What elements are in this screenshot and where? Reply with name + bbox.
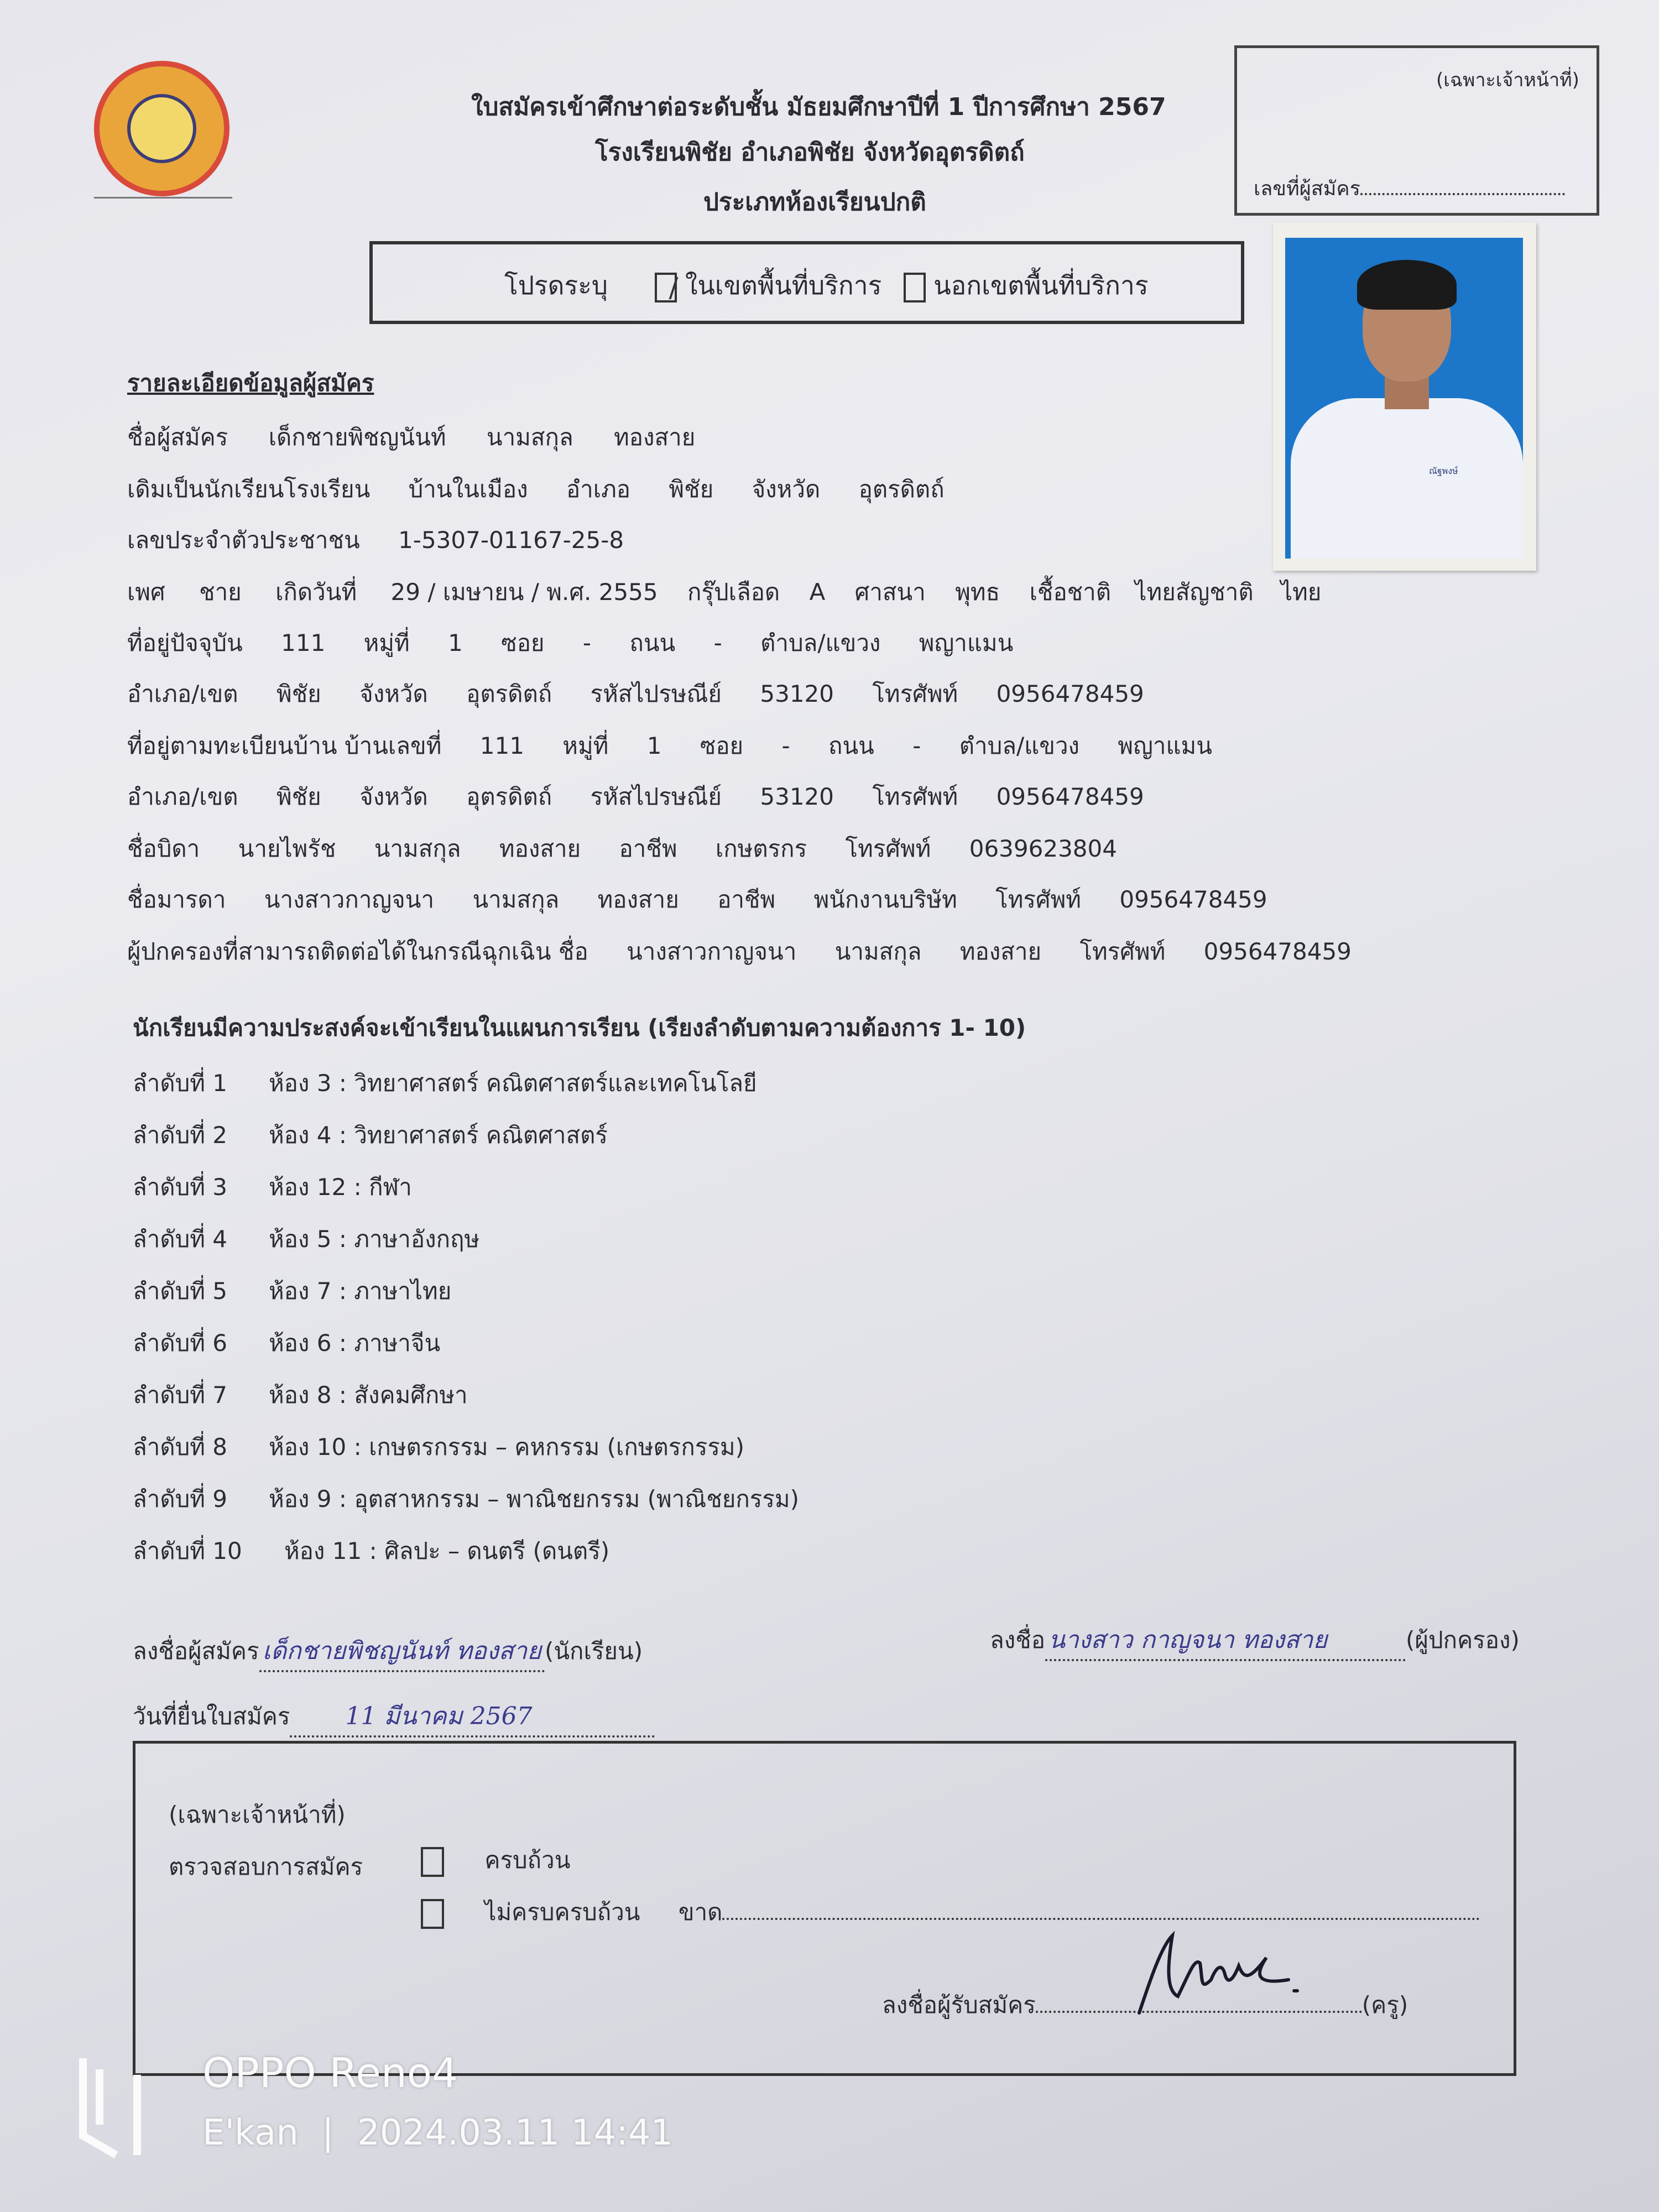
sex-label: เพศ	[127, 578, 165, 606]
missing-line	[722, 1918, 1480, 1920]
race-label: เชื้อชาติ	[1029, 578, 1112, 606]
prev-district-value: พิชัย	[669, 476, 714, 503]
father-surname: ทองสาย	[499, 835, 581, 862]
registered-address-label: ที่อยู่ตามทะเบียนบ้าน บ้านเลขที่	[127, 732, 442, 759]
plan-room: ห้อง 8 : สังคมศึกษา	[269, 1381, 468, 1408]
photo-shirt	[1291, 398, 1523, 559]
mother-phone: 0956478459	[1119, 886, 1267, 913]
plan-room: ห้อง 4 : วิทยาศาสตร์ คณิตศาสตร์	[269, 1121, 608, 1149]
incomplete-option	[421, 1894, 1480, 1931]
plan-room: ห้อง 7 : ภาษาไทย	[269, 1277, 452, 1305]
office-check-box	[133, 1741, 1516, 2076]
guardian-surname-label: นามสกุล	[834, 938, 922, 965]
sex-value: ชาย	[199, 578, 242, 606]
current-postal-label: รหัสไปรษณีย์	[590, 680, 722, 707]
nationality-value: ไทย	[1280, 578, 1322, 606]
watermark-device: OPPO Reno4	[202, 2049, 458, 2097]
registered-subdistrict-value: พญาแมน	[1118, 732, 1212, 759]
prev-province-value: อุตรดิตถ์	[858, 476, 945, 503]
current-phone-label: โทรศัพท์	[872, 680, 958, 707]
guardian-sign-label: ลงชื่อ	[990, 1626, 1045, 1653]
check-mark-icon	[657, 277, 679, 299]
current-house-value: 111	[281, 629, 326, 656]
office-use-box	[1234, 45, 1599, 216]
watermark-datetime: 2024.03.11 14:41	[357, 2112, 674, 2153]
registered-postal-label: รหัสไปรษณีย์	[590, 783, 722, 810]
applicant-no-label: เลขที่ผู้สมัคร	[1254, 173, 1565, 204]
surname-label: นามสกุล	[486, 424, 573, 451]
watermark-info-row	[202, 2112, 673, 2153]
plan-rank: ลำดับที่ 7	[133, 1381, 228, 1408]
registered-road-label: ถนน	[828, 732, 874, 759]
father-surname-label: นามสกุล	[374, 835, 461, 862]
mother-label: ชื่อมารดา	[127, 886, 226, 913]
watermark-separator: |	[322, 2112, 334, 2153]
current-road-label: ถนน	[629, 629, 676, 656]
registered-house-value: 111	[479, 732, 524, 759]
race-value: ไทย	[1135, 578, 1176, 606]
plan-rank: ลำดับที่ 8	[133, 1433, 228, 1460]
plan-row	[133, 1117, 799, 1169]
birth-label: เกิดวันที่	[275, 578, 357, 606]
prev-district-label: อำเภอ	[566, 476, 631, 503]
mother-surname: ทองสาย	[597, 886, 679, 913]
registered-moo-label: หมู่ที่	[562, 732, 609, 759]
blood-label: กรุ๊ปเลือด	[687, 578, 780, 606]
religion-label: ศาสนา	[854, 578, 926, 606]
plan-row	[133, 1429, 799, 1481]
mother-job: พนักงานบริษัท	[813, 886, 957, 913]
photo-name-tag: ณัฐพงษ์	[1429, 466, 1458, 476]
missing-label: ขาด	[678, 1898, 723, 1926]
inside-area-label: ในเขตพื้นที่บริการ	[685, 270, 882, 300]
registered-phone-value: 0956478459	[996, 783, 1144, 810]
applicant-signature-row	[133, 1631, 643, 1672]
office-check-note: (เฉพาะเจ้าหน้าที่)	[169, 1801, 346, 1828]
current-moo-value: 1	[448, 629, 463, 656]
registered-province-value: อุตรดิตถ์	[466, 783, 552, 810]
plan-row	[133, 1377, 799, 1429]
birth-value: 29 / เมษายน / พ.ศ. 2555	[390, 578, 658, 606]
receiver-label: ลงชื่อผู้รับสมัคร	[882, 1991, 1036, 2018]
id-value: 1-5307-01167-25-8	[398, 526, 624, 554]
complete-checkbox[interactable]	[421, 1847, 444, 1877]
row-guardian	[127, 933, 1352, 970]
outside-area-checkbox[interactable]	[904, 273, 926, 302]
row-father	[127, 831, 1117, 867]
blood-value: A	[809, 578, 826, 606]
father-name: นายไพรัช	[238, 835, 336, 862]
registered-postal-value: 53120	[760, 783, 834, 810]
school-name: โรงเรียนพิชัย อำเภอพิชัย จังหวัดอุตรดิตถ์	[595, 138, 1025, 166]
plan-room: ห้อง 12 : กีฬา	[269, 1173, 412, 1201]
guardian-surname: ทองสาย	[959, 938, 1042, 965]
section-title-applicant: รายละเอียดข้อมูลผู้สมัคร	[127, 369, 374, 397]
father-phone-label: โทรศัพท์	[845, 835, 931, 862]
plan-rank: ลำดับที่ 5	[133, 1277, 228, 1305]
surname-value: ทองสาย	[614, 424, 696, 451]
plan-rank: ลำดับที่ 10	[133, 1537, 242, 1564]
plan-room: ห้อง 9 : อุตสาหกรรม – พาณิชยกรรม (พาณิชยกรรม)	[269, 1485, 799, 1512]
current-address-label: ที่อยู่ปัจจุบัน	[127, 629, 243, 656]
plan-rank: ลำดับที่ 4	[133, 1225, 228, 1253]
applicant-role: (นักเรียน)	[544, 1637, 643, 1665]
plan-room: ห้อง 3 : วิทยาศาสตร์ คณิตศาสตร์และเทคโนโลยี	[269, 1070, 757, 1097]
area-choice-row	[504, 265, 1149, 306]
current-road-value: -	[713, 629, 722, 656]
plan-rank: ลำดับที่ 3	[133, 1173, 228, 1201]
plan-row	[133, 1169, 799, 1221]
current-soi-label: ซอย	[501, 629, 545, 656]
plan-rank: ลำดับที่ 9	[133, 1485, 228, 1512]
row-registered-address-1	[127, 728, 1212, 764]
plan-row	[133, 1065, 799, 1117]
plan-row	[133, 1273, 799, 1325]
guardian-signature: นางสาว กาญจนา ทองสาย	[1045, 1620, 1406, 1661]
service-area-choice	[369, 241, 1244, 324]
row-id	[127, 522, 624, 559]
current-moo-label: หมู่ที่	[363, 629, 410, 656]
prev-province-label: จังหวัด	[752, 476, 821, 503]
registered-soi-value: -	[781, 732, 790, 759]
registered-phone-label: โทรศัพท์	[872, 783, 958, 810]
inside-area-checkbox[interactable]	[655, 273, 677, 302]
photo-background	[1285, 238, 1523, 559]
incomplete-label: ไม่ครบครบถ้วน	[484, 1898, 640, 1926]
father-job: เกษตรกร	[715, 835, 807, 862]
submit-date-row	[133, 1697, 655, 1738]
row-name	[127, 419, 695, 456]
current-subdistrict-value: พญาแมน	[919, 629, 1014, 656]
father-label: ชื่อบิดา	[127, 835, 200, 862]
photo-hair	[1357, 260, 1457, 310]
complete-label: ครบถ้วน	[484, 1846, 571, 1874]
current-province-value: อุตรดิตถ์	[466, 680, 552, 707]
current-phone-value: 0956478459	[996, 680, 1144, 707]
school-logo	[94, 61, 229, 196]
guardian-role: (ผู้ปกครอง)	[1405, 1626, 1520, 1653]
plan-room: ห้อง 5 : ภาษาอังกฤษ	[269, 1225, 480, 1253]
submit-date-value: 11 มีนาคม 2567	[290, 1697, 655, 1738]
registered-moo-value: 1	[646, 732, 662, 759]
outside-area-label: นอกเขตพื้นที่บริการ	[933, 270, 1149, 300]
registered-soi-label: ซอย	[700, 732, 744, 759]
plan-rank: ลำดับที่ 1	[133, 1070, 228, 1097]
nationality-label: สัญชาติ	[1175, 578, 1254, 606]
plan-rank: ลำดับที่ 6	[133, 1329, 228, 1357]
receiver-signature	[1128, 1913, 1316, 2024]
guardian-phone-label: โทรศัพท์	[1079, 938, 1166, 965]
watermark-author: E'kan	[202, 2112, 299, 2153]
applicant-photo	[1273, 222, 1536, 571]
father-phone: 0639623804	[969, 835, 1117, 862]
applicant-sign-label: ลงชื่อผู้สมัคร	[133, 1637, 259, 1665]
row-current-address-2	[127, 676, 1144, 712]
plan-room: ห้อง 6 : ภาษาจีน	[269, 1329, 441, 1357]
registered-district-label: อำเภอ/เขต	[127, 783, 238, 810]
check-label: ตรวจสอบการสมัคร	[169, 1853, 363, 1880]
row-current-address-1	[127, 625, 1013, 661]
mother-phone-label: โทรศัพท์	[995, 886, 1081, 913]
mother-job-label: อาชีพ	[717, 886, 776, 913]
mother-surname-label: นามสกุล	[472, 886, 560, 913]
current-district-label: อำเภอ/เขต	[127, 680, 238, 707]
father-job-label: อาชีพ	[619, 835, 677, 862]
plan-list	[133, 1065, 799, 1585]
guardian-name: นางสาวกาญจนา	[627, 938, 797, 965]
registered-subdistrict-label: ตำบล/แขวง	[959, 732, 1080, 759]
current-district-value: พิชัย	[276, 680, 321, 707]
plans-title: นักเรียนมีความประสงค์จะเข้าเรียนในแผนการเรียน (เรียงลำดับตามความต้องการ 1- 10)	[133, 1014, 1026, 1041]
registered-province-label: จังหวัด	[359, 783, 428, 810]
religion-value: พุทธ	[955, 578, 1000, 606]
guardian-phone: 0956478459	[1203, 938, 1352, 965]
mother-name: นางสาวกาญจนา	[264, 886, 435, 913]
row-mother	[127, 881, 1267, 918]
registered-district-value: พิชัย	[276, 783, 321, 810]
current-postal-value: 53120	[760, 680, 834, 707]
registered-road-value: -	[912, 732, 921, 759]
submit-date-label: วันที่ยื่นใบสมัคร	[133, 1703, 290, 1730]
guardian-signature-row	[990, 1620, 1520, 1661]
plan-row	[133, 1533, 799, 1585]
guardian-label: ผู้ปกครองที่สามารถติดต่อได้ในกรณีฉุกเฉิน ชื่อ	[127, 938, 588, 965]
logo-emblem-icon	[127, 94, 196, 163]
row-prev-school	[127, 471, 945, 508]
name-label: ชื่อผู้สมัคร	[127, 424, 228, 451]
camera-watermark-icon	[77, 2053, 143, 2161]
id-label: เลขประจำตัวประชาชน	[127, 526, 360, 554]
applicant-signature: เด็กชายพิชญนันท์ ทองสาย	[259, 1631, 545, 1672]
row-personal	[127, 574, 1321, 611]
receiver-role: (ครู)	[1361, 1991, 1408, 2018]
row-registered-address-2	[127, 779, 1144, 815]
current-province-label: จังหวัด	[359, 680, 428, 707]
plan-room: ห้อง 10 : เกษตรกรรม – คหกรรม (เกษตรกรรม)	[269, 1433, 744, 1460]
plan-row	[133, 1481, 799, 1533]
plan-rank: ลำดับที่ 2	[133, 1121, 228, 1149]
plan-row	[133, 1325, 799, 1377]
incomplete-checkbox[interactable]	[421, 1899, 444, 1929]
office-note: (เฉพาะเจ้าหน้าที่)	[1436, 69, 1579, 91]
current-subdistrict-label: ตำบล/แขวง	[760, 629, 881, 656]
classroom-type: ประเภทห้องเรียนปกติ	[703, 188, 926, 216]
form-title: ใบสมัครเข้าศึกษาต่อระดับชั้น มัธยมศึกษาปีที่ 1 ปีการศึกษา 2567	[471, 93, 1166, 121]
area-prompt: โปรดระบุ	[504, 270, 608, 300]
prev-school-label: เดิมเป็นนักเรียนโรงเรียน	[127, 476, 371, 503]
prev-school-value: บ้านในเมือง	[408, 476, 528, 503]
complete-option	[421, 1842, 570, 1879]
current-soi-value: -	[582, 629, 592, 656]
logo-divider	[94, 197, 232, 199]
name-value: เด็กชายพิชญนันท์	[268, 424, 446, 451]
plan-room: ห้อง 11 : ศิลปะ – ดนตรี (ดนตรี)	[284, 1537, 610, 1564]
plan-row	[133, 1221, 799, 1273]
